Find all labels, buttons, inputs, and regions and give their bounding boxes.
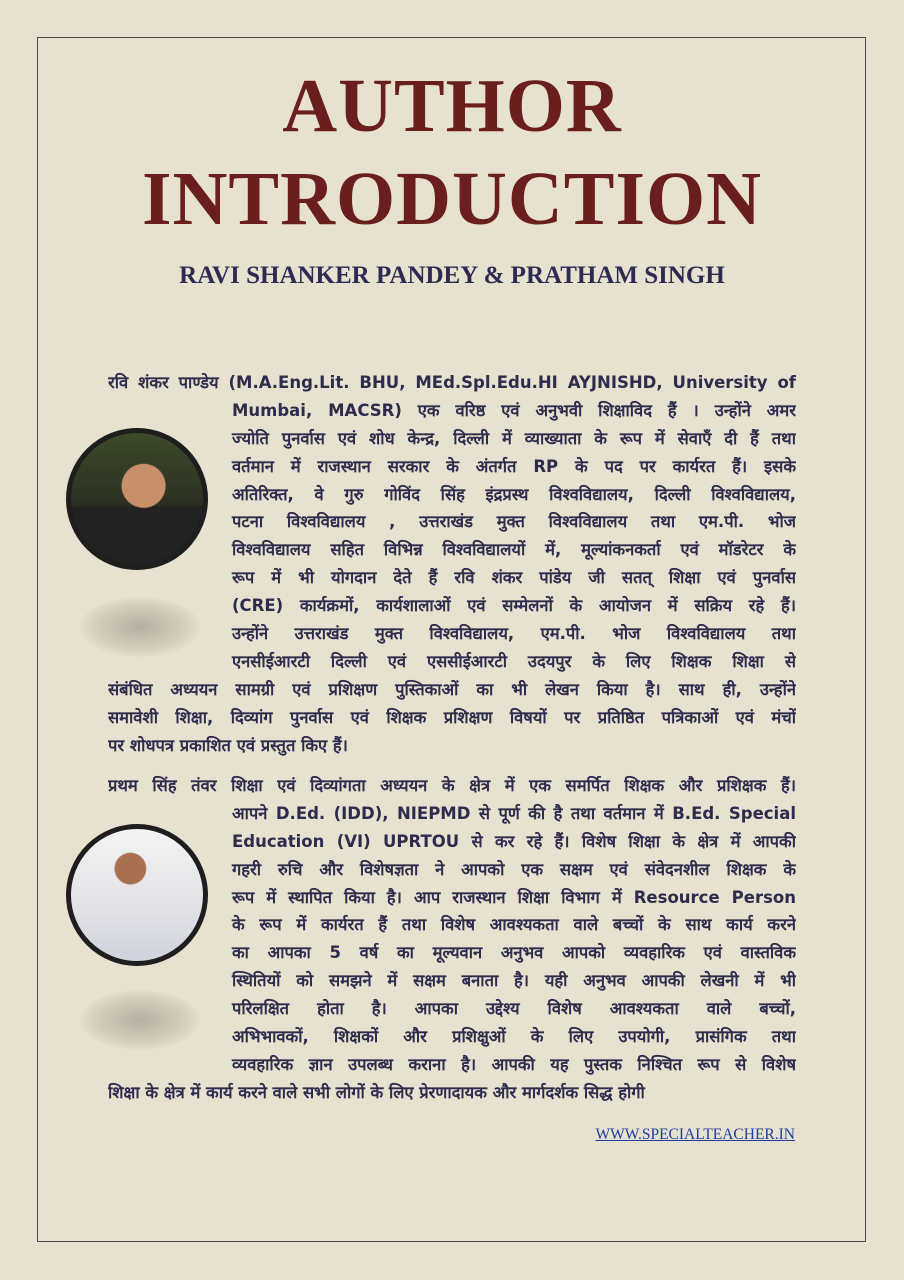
bio-line: विश्वविद्यालय सहित विभिन्न विश्वविद्यालयों में, मूल्यांकनकर्ता एवं मॉडरेटर के xyxy=(232,540,796,560)
bio-line: ज्योति पुनर्वास एवं शोध केन्द्र, दिल्ली में व्याख्याता के रूप में सेवाएँ दी हैं तथा xyxy=(232,428,796,448)
bio-pratham-singh xyxy=(108,772,796,1107)
author-names: RAVI SHANKER PANDEY & PRATHAM SINGH xyxy=(179,262,725,289)
bio-line: अतिरिक्त, वे गुरु गोविंद सिंह इंद्रप्रस्थ विश्वविद्यालय, दिल्ली विश्वविद्यालय, xyxy=(232,484,796,504)
bio-ravi-shanker-pandey xyxy=(108,369,796,759)
bio-line: एनसीईआरटी दिल्ली एवं एससीईआरटी उदयपुर के लिए शिक्षक शिक्षा से xyxy=(232,651,796,671)
bio-line: प्रथम सिंह तंवर शिक्षा एवं दिव्यांगता अध्ययन के क्षेत्र में एक समर्पित शिक्षक और प्रशिक्षक हैं। xyxy=(108,776,796,795)
bio-line: गहरी रुचि और विशेषज्ञता ने आपको एक सक्षम एवं संवेदनशील शिक्षक के xyxy=(232,859,796,879)
bio-line: रूप में भी योगदान देते हैं रवि शंकर पांडेय जी सतत् शिक्षा एवं पुनर्वास xyxy=(232,568,796,588)
bio-line: रूप में स्थापित किया है। आप राजस्थान शिक्षा विभाग में Resource Person xyxy=(232,887,796,907)
bio-line: Education (VI) UPRTOU से कर रहे हैं। विशेष शिक्षा के क्षेत्र में आपकी xyxy=(232,831,796,851)
bio-line: के रूप में कार्यरत हैं तथा विशेष आवश्यकता वाले बच्चों के साथ कार्य करने xyxy=(232,915,796,935)
bio-line: पटना विश्वविद्यालय , उत्तराखंड मुक्त विश्वविद्यालय तथा एम.पी. भोज xyxy=(232,512,796,532)
title-author: AUTHOR xyxy=(282,64,622,148)
bio-line: पर शोधपत्र प्रकाशित एवं प्रस्तुत किए हैं। xyxy=(108,735,348,755)
website-link[interactable]: WWW.SPECIALTEACHER.IN xyxy=(595,1126,795,1143)
bio-line: संबंधित अध्ययन सामग्री एवं प्रशिक्षण पुस्तिकाओं का भी लेखन किया है। साथ ही, उन्होंने xyxy=(108,679,796,699)
title-introduction: INTRODUCTION xyxy=(141,157,763,241)
bio-line: रवि शंकर पाण्डेय (M.A.Eng.Lit. BHU, MEd.Spl.Edu.HI AYJNISHD, University of xyxy=(108,373,796,392)
bio-line: शिक्षा के क्षेत्र में कार्य करने वाले सभी लोगों के लिए प्रेरणादायक और मार्गदर्शक सिद्ध होगी xyxy=(108,1082,645,1102)
bio-line: (CRE) कार्यक्रमों, कार्यशालाओं एवं सम्मेलनों के आयोजन में सक्रिय रहे हैं। xyxy=(232,596,796,616)
bio-line: अभिभावकों, शिक्षकों और प्रशिक्षुओं के लिए उपयोगी, प्रासंगिक तथा xyxy=(232,1027,796,1047)
bio-line: आपने D.Ed. (IDD), NIEPMD से पूर्ण की है तथा वर्तमान में B.Ed. Special xyxy=(232,803,796,823)
bio-line: का आपका 5 वर्ष का मूल्यवान अनुभव आपको व्यवहारिक एवं वास्तविक xyxy=(232,943,796,963)
bio-line: उन्होंने उत्तराखंड मुक्त विश्वविद्यालय, एम.पी. भोज विश्वविद्यालय तथा xyxy=(232,624,796,644)
bio-line: परिलक्षित होता है। आपका उद्देश्य विशेष आवश्यकता वाले बच्चों, xyxy=(232,999,796,1019)
bio-line: स्थितियों को समझने में सक्षम बनाता है। यही अनुभव आपकी लेखनी में भी xyxy=(232,971,796,991)
bio-line: समावेशी शिक्षा, दिव्यांग पुनर्वास एवं शिक्षक प्रशिक्षण विषयों पर प्रतिष्ठित पत्रिकाओं एवं मंचों xyxy=(108,707,796,727)
bio-line: वर्तमान में राजस्थान सरकार के अंतर्गत RP के पद पर कार्यरत हैं। इसके xyxy=(232,456,796,476)
bio-line: Mumbai, MACSR) एक वरिष्ठ एवं अनुभवी शिक्षाविद हैं । उन्होंने अमर xyxy=(232,400,796,420)
bio-line: व्यवहारिक ज्ञान उपलब्ध कराना है। आपकी यह पुस्तक निश्चित रूप से विशेष xyxy=(232,1054,796,1074)
